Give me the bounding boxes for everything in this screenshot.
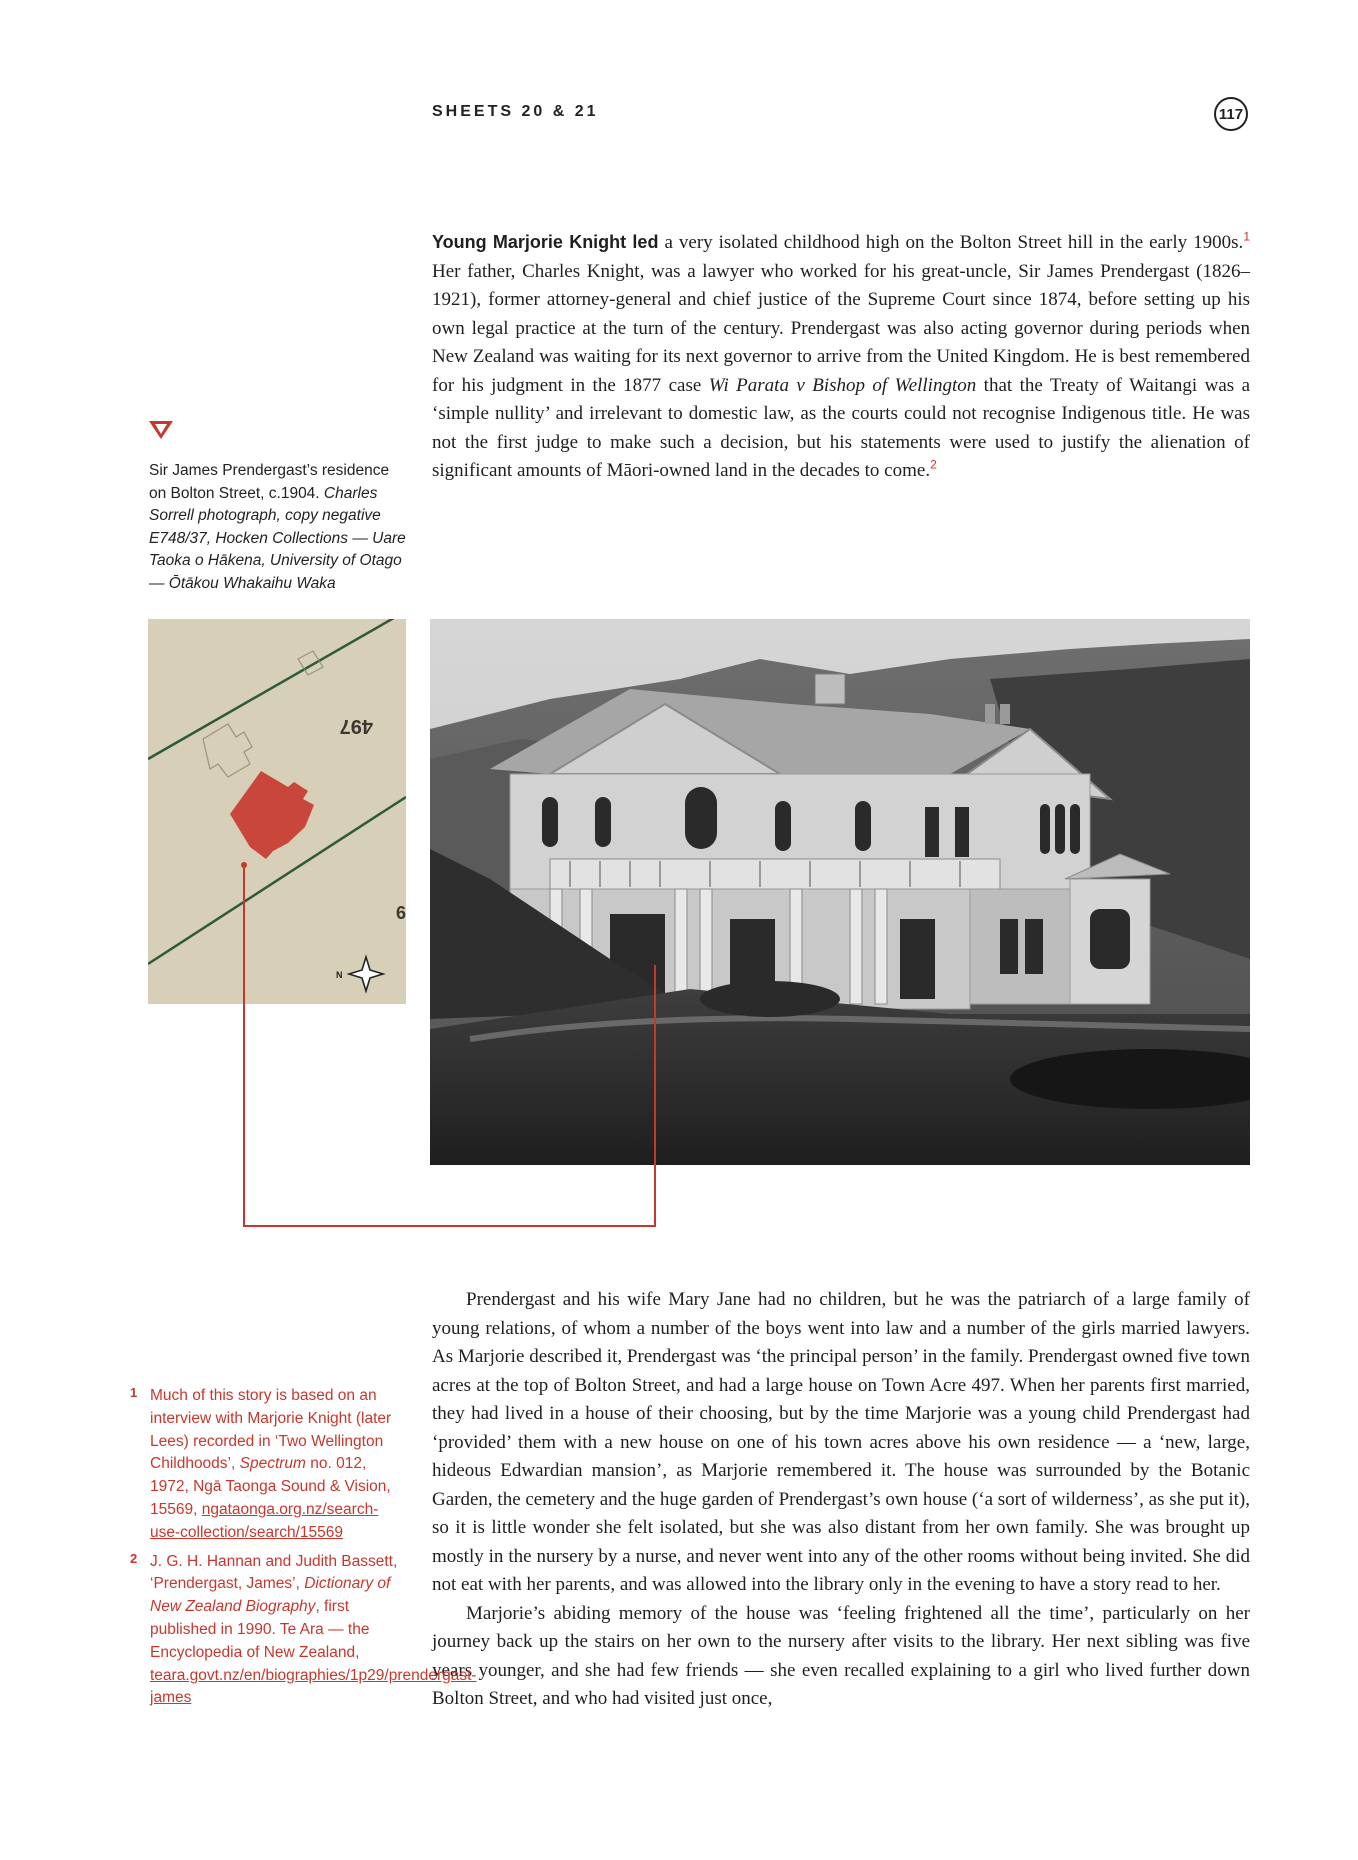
- intro-paragraph: [432, 228, 1250, 486]
- footnotes: [130, 1385, 477, 1716]
- town-acre-label: 497: [339, 715, 373, 737]
- case-name: Wi Parata v Bishop of Wellington: [708, 374, 977, 396]
- lead-in: Young Marjorie Knight led: [432, 232, 659, 252]
- footnote-link[interactable]: ngataonga.org.nz/search-use-collection/search/15569: [150, 1500, 379, 1541]
- survey-map: [148, 619, 406, 1004]
- footnote-number: 2: [130, 1550, 138, 1566]
- caption-credit: Charles Sorrell photograph, copy negative E748/37, Hocken Collections — Uare Taoka o Hākena, University of Otago — Ōtākou Whakaihu Waka: [149, 484, 406, 592]
- footnote-link[interactable]: teara.govt.nz/en/biographies/1p29/prendergast-james: [150, 1666, 477, 1707]
- running-head: SHEETS 20 & 21: [432, 103, 599, 120]
- footnote-1: 1 Much of this story is based on an interview with Marjorie Knight (later Lees) recorded in ‘Two Wellington Childhoods’, Spectrum no. 012, 1972, Ngā Taonga Sound & Vision, 15569, ngataonga.org.nz/search-use-collection/search/15569: [130, 1385, 400, 1545]
- house-photograph: [430, 619, 1250, 1165]
- caption-text: Sir James Prendergast’s residence on Bolton Street, c.1904.: [149, 462, 390, 502]
- body-paragraph-1: Prendergast and his wife Mary Jane had no children, but he was the patriarch of a large family of young relations, of whom a number of the boys went into law and a number of the girls married lawyers. As Marjorie described it, Prendergast was ‘the principal person’ in the family. Prendergast owned five town acres at the top of Bolton Street, and had a large house on Town Acre 497. When her parents first married, they had lived in a house of their choosing, but by the time Marjorie was a young child Prendergast had ‘provided’ them with a new house on one of his town acres above his own residence — a ‘new, large, hideous Edwardian mansion’, as Marjorie remembered it. The house was surrounded by the Botanic Garden, the cemetery and the huge garden of Prendergast’s own house (‘a sort of wilderness’, as she put it), so it is little wonder she felt isolated, but she was also distant from her own family. She was brought up mostly in the nursery by a nurse, and never went into any of the other rooms without being invited. She did not eat with her parents, and was allowed into the library only in the evening to have a story read to her.: [432, 1289, 1250, 1595]
- footnote-ref-2[interactable]: 2: [930, 457, 937, 472]
- caption-pointer-icon: [148, 420, 174, 440]
- svg-text:6: 6: [396, 903, 406, 923]
- intro-text-2: Her father, Charles Knight, was a lawyer who worked for his great-uncle, Sir James Prendergast (1826–1921), former attorney-general and chief justice of the Supreme Court since 1874, before setting up his own legal practice at the turn of the century. Prendergast was also acting governor during periods when New Zealand was waiting for its next governor to arrive from the United Kingdom. He is best remembered for his judgment in the 1877 case: [432, 260, 1250, 396]
- body-paragraph-2: Marjorie’s abiding memory of the house was ‘feeling frightened all the time’, particularly on her journey back up the stairs on her own to the nursery after visits to the library. Her next sibling was five years younger, and she had few friends — she even recalled explaining to a girl who lived further down Bolton Street, and who had visited just once,: [432, 1602, 1250, 1709]
- footnote-number: 1: [130, 1385, 138, 1400]
- intro-text-3: that the Treaty of Waitangi was a ‘simple nullity’ and irrelevant to domestic law, as the courts could not recognise Indigenous title. He was not the first judge to make such a decision, but his statements were used to justify the alienation of significant amounts of Māori-owned land in the decades to come.: [432, 374, 1251, 481]
- intro-text-1: a very isolated childhood high on the Bolton Street hill in the early 1900s.: [658, 232, 1244, 253]
- footnote-ref-1[interactable]: 1: [1243, 229, 1250, 244]
- svg-text:N: N: [336, 970, 343, 980]
- footnote-2: 2 J. G. H. Hannan and Judith Bassett, ‘Prendergast, James’, Dictionary of New Zealand Biography, first published in 1990. Te Ara — the Encyclopedia of New Zealand, teara.govt.nz/en/biographies/1p29/prendergast-james: [130, 1551, 400, 1711]
- photo-caption: [149, 460, 409, 595]
- map-inset: [148, 619, 406, 1004]
- page-number: 117: [1214, 97, 1248, 131]
- main-body: [432, 1286, 1250, 1714]
